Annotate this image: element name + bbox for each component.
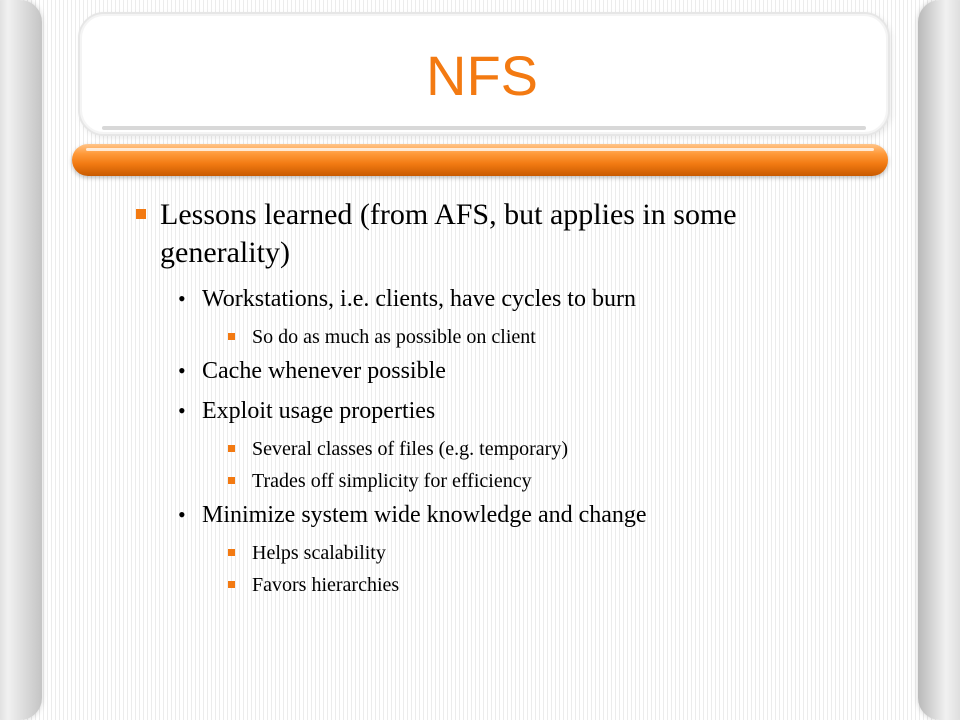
bullet-text: So do as much as possible on client (252, 326, 536, 348)
bullet-text: Exploit usage properties (202, 398, 436, 424)
dot-bullet-icon: • (178, 502, 186, 527)
bullet-exploit-usage (128, 396, 828, 426)
bullet-workstations (128, 284, 828, 314)
bullet-text: Minimize system wide knowledge and change (202, 502, 647, 528)
dot-bullet-icon: • (178, 358, 186, 383)
dot-bullet-icon: • (178, 398, 186, 423)
title-divider-bar (72, 144, 888, 176)
bullet-scalability (128, 540, 828, 566)
square-bullet-icon (228, 477, 235, 484)
bullet-lessons-learned (128, 196, 828, 272)
square-bullet-icon (136, 209, 146, 219)
bullet-text: Cache whenever possible (202, 358, 446, 384)
right-decorative-bar (918, 0, 960, 720)
dot-bullet-icon: • (178, 286, 186, 311)
bullet-text: Trades off simplicity for efficiency (252, 470, 532, 492)
bullet-hierarchies (128, 572, 828, 598)
left-decorative-bar (0, 0, 42, 720)
bullet-classes-of-files (128, 436, 828, 462)
slide-content (128, 196, 828, 604)
bullet-text: Helps scalability (252, 542, 386, 564)
square-bullet-icon (228, 445, 235, 452)
slide-title: NFS (426, 44, 538, 107)
bullet-minimize-knowledge (128, 500, 828, 530)
bullet-do-on-client (128, 324, 828, 350)
bullet-text: Lessons learned (from AFS, but applies in some generality) (160, 198, 737, 269)
bullet-text: Workstations, i.e. clients, have cycles to burn (202, 286, 636, 312)
bullet-text: Favors hierarchies (252, 574, 400, 596)
square-bullet-icon (228, 333, 235, 340)
square-bullet-icon (228, 581, 235, 588)
bullet-cache (128, 356, 828, 386)
bullet-trades-off (128, 468, 828, 494)
bullet-text: Several classes of files (e.g. temporary) (252, 438, 568, 460)
square-bullet-icon (228, 549, 235, 556)
